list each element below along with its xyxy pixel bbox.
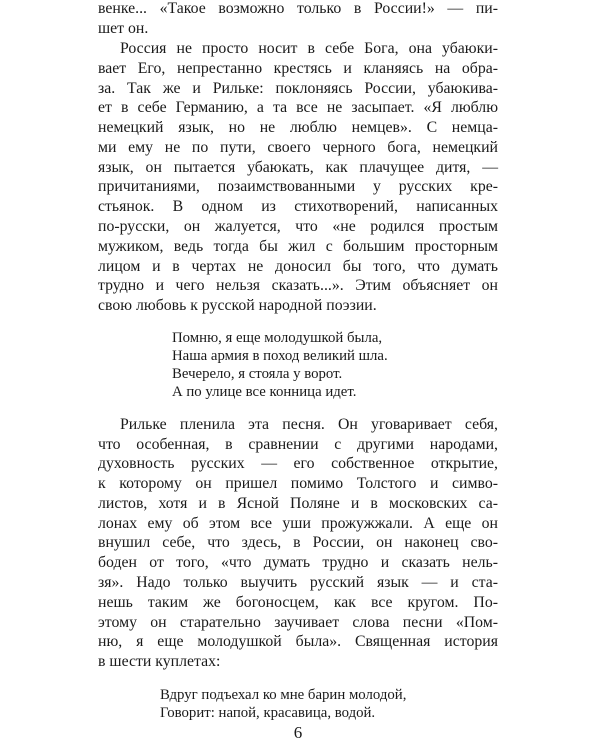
paragraph-line: по-русски, он жалуется, что «не родился простым <box>98 218 498 235</box>
paragraph-line: немецкий язык, но не люблю немцев». С немца- <box>98 119 498 137</box>
paragraph-line: этому он старательно заучивает слова песни «Пом- <box>98 613 498 631</box>
paragraph-line: язык, он пытается убаюкать, как плачущее дитя, — <box>98 158 498 176</box>
verse-line: Вдруг подъехал ко мне барин молодой, <box>160 686 407 703</box>
paragraph-line: за. Так же и Рильке: поклоняясь России, убаюкива- <box>98 79 498 97</box>
paragraph-line: зя». Надо только выучить русский язык — и ста- <box>98 574 498 592</box>
paragraph-line: трудно и чего нельзя сказать...». Этим объясняет он <box>98 277 498 295</box>
paragraph-line: Рильке пленила эта песня. Он уговаривает себя, <box>120 415 498 433</box>
paragraph-line: боден от того, «что думать трудно и сказать нель- <box>98 554 498 572</box>
paragraph-line: шет он. <box>98 20 149 38</box>
paragraph-line: ет в себе Германию, а та все не засыпает. «Я люблю <box>98 99 498 117</box>
paragraph-line: Россия не просто носит в себе Бога, она убаюки- <box>120 39 498 57</box>
verse-line: Вечерело, я стояла у ворот. <box>172 365 343 382</box>
verse-line: А по улице все конница идет. <box>172 383 357 400</box>
paragraph-line: лицом и в чертах не доносил бы того, что думать <box>98 257 498 275</box>
book-page <box>98 0 498 750</box>
paragraph-line: вает Его, непрестанно крестясь и кланяясь на обра- <box>98 59 498 77</box>
paragraph-line: причитаниями, позаимствованными у русских кре- <box>98 178 498 196</box>
paragraph-line: стьянок. В одном из стихотворений, написанных <box>98 198 498 216</box>
paragraph-line: листов, хотя и в Ясной Поляне и в московских са- <box>98 494 498 512</box>
paragraph-line: свою любовь к русской народной поэзии. <box>98 297 377 315</box>
paragraph-line: к которому он пришел помимо Толстого и симво- <box>98 475 498 493</box>
verse-line: Говорит: напой, красавица, водой. <box>160 704 376 721</box>
paragraph-line: в шести куплетах: <box>98 653 221 671</box>
paragraph-line: внушил себе, что здесь, в России, он наконец сво- <box>98 534 498 552</box>
paragraph-line: нешь таким же богоносцем, как все кругом. По- <box>98 593 498 611</box>
paragraph-line: мужиком, ведь тогда бы жил с большим просторным <box>98 237 498 255</box>
paragraph-line: что особенная, в сравнении с другими народами, <box>98 435 498 453</box>
verse-line: Помню, я еще молодушкой была, <box>172 329 383 346</box>
paragraph-line: лонах ему об этом все уши прожужжали. А еще он <box>98 514 498 532</box>
paragraph-line: венке... «Такое возможно только в России!» — пи- <box>98 0 498 18</box>
paragraph-line: ми ему не по пути, своего черного бога, немецкий <box>98 138 498 156</box>
paragraph-line: духовность русских — его собственное открытие, <box>98 455 498 473</box>
paragraph-line: ню, я еще молодушкой была». Священная история <box>98 633 498 651</box>
page-number: 6 <box>293 723 303 742</box>
verse-line: Наша армия в поход великий шла. <box>172 347 388 364</box>
